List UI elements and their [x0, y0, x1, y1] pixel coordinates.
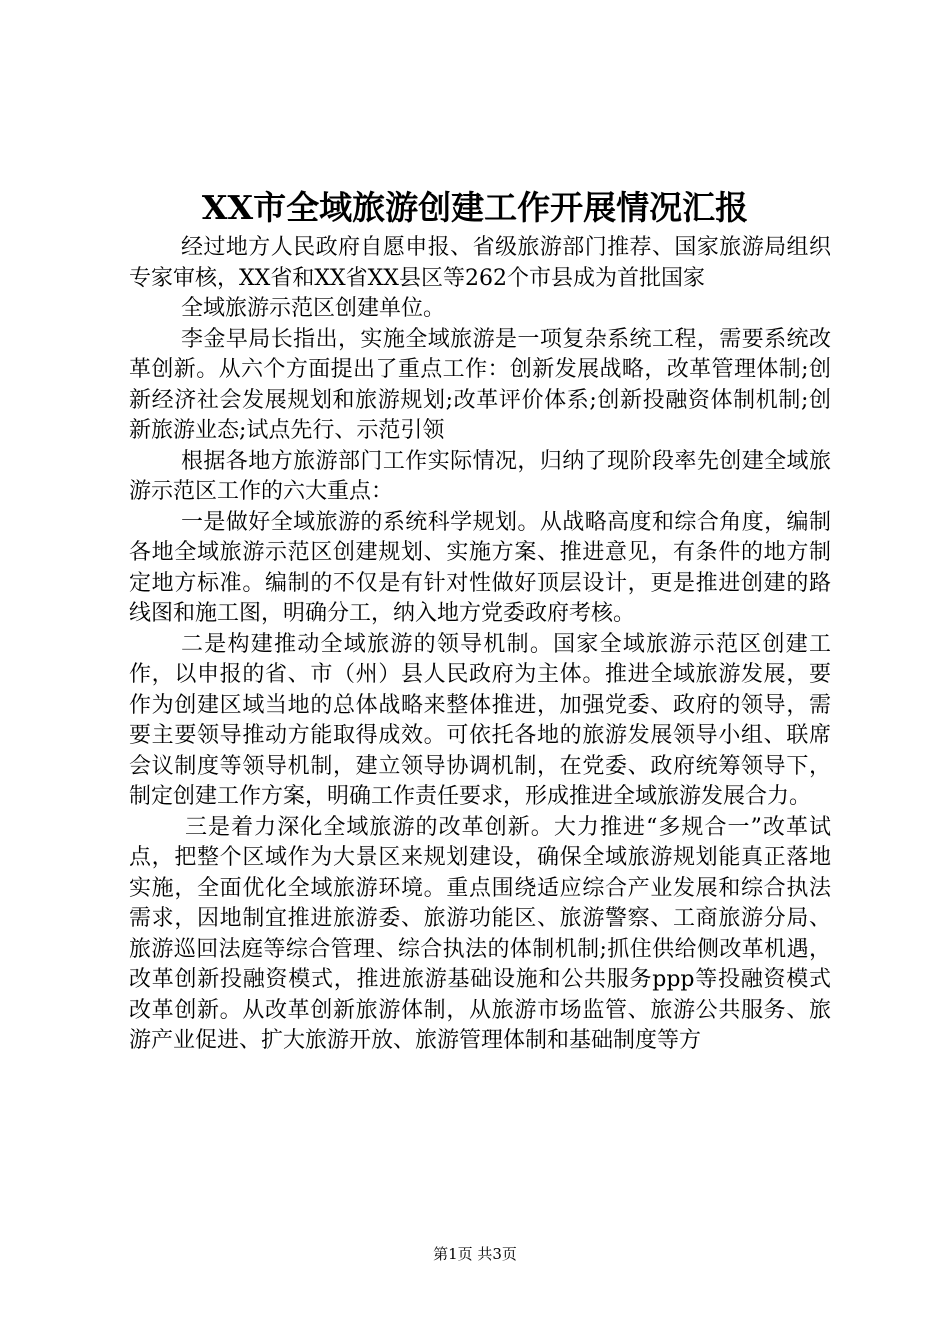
paragraph-point-two: 二是构建推动全域旅游的领导机制。国家全域旅游示范区创建工作，以申报的省、市（州）县人民政府为主体。推进全域旅游发展，要作为创建区域当地的总体战略来整体推进，加强党委、政府的领导，需要主要领导推动方能取得成效。可依托各地的旅游发展领导小组、联席会议制度等领导机制，建立领导协调机制，在党委、政府统筹领导下，制定创建工作方案，明确工作责任要求，形成推进全域旅游发展合力。 [129, 631, 831, 809]
document-title: XX市全域旅游创建工作开展情况汇报 [201, 188, 749, 227]
paragraph-intro: 经过地方人民政府自愿申报、省级旅游部门推荐、国家旅游局组织专家审核，XX省和XX省XX县区等262个市县成为首批国家 [129, 235, 831, 291]
paragraph-director-remarks: 李金早局长指出，实施全域旅游是一项复杂系统工程，需要系统改革创新。从六个方面提出了重点工作：创新发展战略，改革管理体制;创新经济社会发展规划和旅游规划;改革评价体系;创新投融资体制机制;创新旅游业态;试点先行、示范引领 [129, 326, 831, 443]
paragraph-point-one: 一是做好全域旅游的系统科学规划。从战略高度和综合角度，编制各地全域旅游示范区创建规划、实施方案、推进意见，有条件的地方制定地方标准。编制的不仅是有针对性做好顶层设计，更是推进创建的路线图和施工图，明确分工，纳入地方党委政府考核。 [129, 509, 831, 626]
paragraph-intro-continued: 全域旅游示范区创建单位。 [181, 296, 446, 321]
paragraph-six-priorities: 根据各地方旅游部门工作实际情况，归纳了现阶段率先创建全域旅游示范区工作的六大重点： [129, 448, 831, 504]
document-body [129, 233, 831, 1057]
paragraph-point-three: 三是着力深化全域旅游的改革创新。大力推进“多规合一”改革试点，把整个区域作为大景区来规划建设，确保全域旅游规划能真正落地实施，全面优化全域旅游环境。重点围绕适应综合产业发展和综合执法需求，因地制宜推进旅游委、旅游功能区、旅游警察、工商旅游分局、旅游巡回法庭等综合管理、综合执法的体制机制;抓住供给侧改革机遇，改革创新投融资模式，推进旅游基础设施和公共服务ppp等投融资模式改革创新。从改革创新旅游体制，从旅游市场监管、旅游公共服务、旅游产业促进、扩大旅游开放、旅游管理体制和基础制度等方 [129, 814, 831, 1053]
page-footer: 第1页 共3页 [433, 1245, 517, 1263]
